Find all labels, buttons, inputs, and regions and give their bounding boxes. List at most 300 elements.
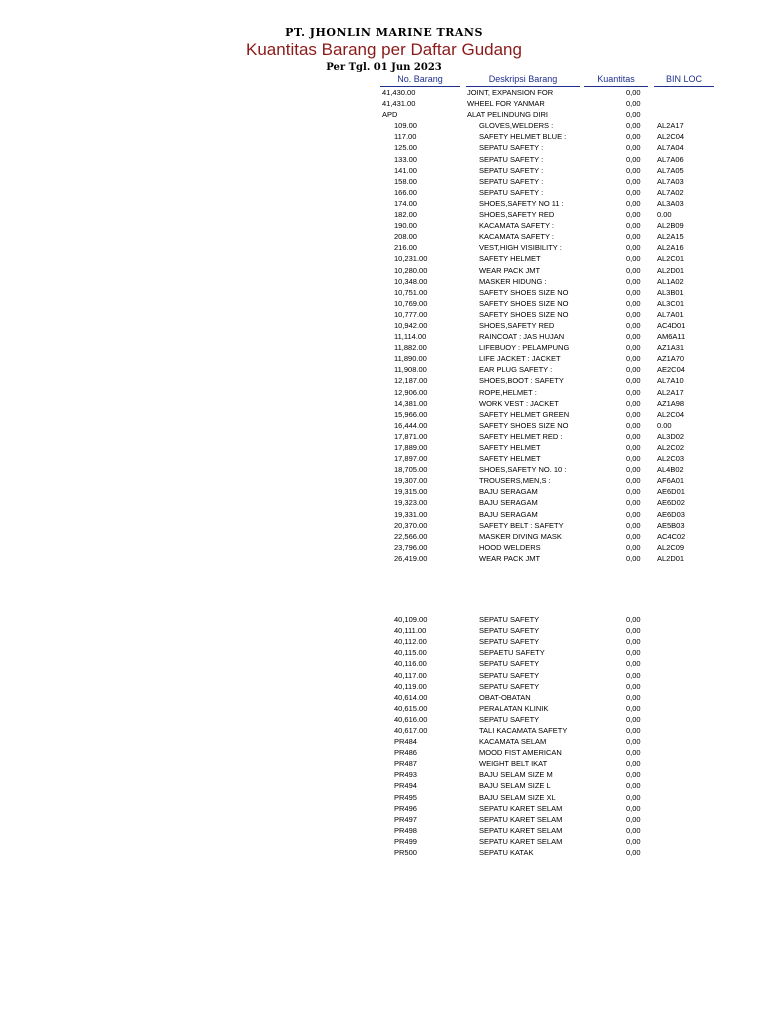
item-bin-location: AM6A11 (657, 332, 686, 342)
item-number: 125.00 (394, 143, 417, 153)
item-number: 10,348.00 (394, 276, 428, 286)
item-quantity: 0,00 (626, 670, 641, 680)
table-row (0, 803, 768, 814)
item-quantity: 0,00 (626, 681, 641, 691)
item-bin-location: AL2C04 (657, 409, 685, 419)
table-row (0, 747, 768, 758)
item-quantity: 0,00 (626, 176, 641, 186)
table-row (0, 836, 768, 847)
item-number: 10,751.00 (394, 287, 428, 297)
item-number: 10,777.00 (394, 309, 428, 319)
item-bin-location: AL3D02 (657, 431, 685, 441)
table-row (0, 647, 768, 658)
item-bin-location: AL2C02 (657, 443, 685, 452)
table-row (0, 220, 768, 231)
item-quantity: 0,00 (626, 343, 641, 353)
item-description: EAR PLUG SAFETY : (479, 365, 553, 375)
item-quantity: 0,00 (626, 648, 641, 658)
item-bin-location: AL7A10 (657, 376, 684, 386)
item-description: SHOES,SAFETY RED (479, 320, 555, 330)
item-quantity: 0,00 (626, 848, 641, 857)
item-bin-location: AE6D02 (657, 498, 685, 508)
table-row (0, 209, 768, 220)
item-number: 17,871.00 (394, 431, 428, 441)
table-row (0, 398, 768, 409)
table-row (0, 531, 768, 542)
table-row (0, 165, 768, 176)
item-description: SEPATU SAFETY : (479, 154, 544, 164)
item-quantity: 0,00 (626, 748, 641, 758)
item-quantity: 0,00 (626, 803, 641, 813)
item-number: 40,117.00 (394, 670, 427, 680)
item-bin-location: AL2B09 (657, 221, 684, 231)
item-quantity: 0,00 (626, 542, 641, 552)
item-description: ALAT PELINDUNG DIRI (467, 110, 548, 120)
table-row (0, 375, 768, 386)
item-quantity: 0,00 (626, 165, 641, 175)
table-row (0, 758, 768, 769)
item-quantity: 0,00 (626, 221, 641, 231)
item-number: PR486 (394, 748, 417, 758)
table-row (0, 242, 768, 253)
item-number: 216.00 (394, 243, 417, 253)
table-row (0, 847, 768, 858)
item-bin-location: AL2C01 (657, 254, 685, 264)
item-quantity: 0,00 (626, 265, 641, 275)
item-quantity: 0,00 (626, 714, 641, 724)
item-bin-location: AE6D03 (657, 509, 685, 519)
item-number: 109.00 (394, 121, 417, 131)
item-number: 11,890.00 (394, 354, 427, 364)
table-row (0, 681, 768, 692)
item-bin-location: AL7A04 (657, 143, 684, 153)
item-bin-location: 0.00 (657, 210, 672, 220)
item-quantity: 0,00 (626, 814, 641, 824)
item-number: 40,116.00 (394, 659, 427, 669)
item-description: SEPATU SAFETY : (479, 176, 544, 186)
item-description: SEPATU KARET SELAM (479, 836, 563, 846)
item-quantity: 0,00 (626, 154, 641, 164)
item-number: 133.00 (394, 154, 417, 164)
item-bin-location: AL2D01 (657, 553, 685, 563)
item-number: PR499 (394, 836, 417, 846)
table-row (0, 420, 768, 431)
table-row (0, 131, 768, 142)
table-row (0, 442, 768, 453)
item-description: BAJU SERAGAM (479, 487, 538, 497)
item-number: 10,769.00 (394, 298, 428, 308)
item-bin-location: AZ1A31 (657, 343, 685, 353)
item-description: TROUSERS,MEN,S : (479, 476, 551, 486)
item-description: WEAR PACK JMT (479, 553, 541, 563)
item-description: BAJU SELAM SIZE L (479, 781, 551, 791)
item-number: 40,614.00 (394, 692, 428, 702)
item-quantity: 0,00 (626, 703, 641, 713)
item-description: KACAMATA SELAM (479, 737, 547, 747)
item-bin-location: AF6A01 (657, 476, 685, 486)
table-row (0, 109, 768, 120)
item-quantity: 0,00 (626, 88, 641, 97)
item-quantity: 0,00 (626, 187, 641, 197)
table-row (0, 87, 768, 98)
item-description: SEPATU SAFETY (479, 670, 540, 680)
table-row (0, 154, 768, 165)
item-quantity: 0,00 (626, 354, 641, 364)
item-number: PR495 (394, 792, 417, 802)
item-quantity: 0,00 (626, 637, 641, 647)
item-description: SAFETY HELMET (479, 443, 541, 452)
item-description: SEPATU SAFETY (479, 615, 540, 625)
item-number: 17,897.00 (394, 454, 428, 464)
item-quantity: 0,00 (626, 232, 641, 242)
item-description: SAFETY SHOES SIZE NO (479, 298, 569, 308)
item-description: OBAT-OBATAN (479, 692, 531, 702)
item-number: 208.00 (394, 232, 417, 242)
item-description: SHOES,BOOT : SAFETY (479, 376, 564, 386)
item-number: 17,889.00 (394, 443, 428, 452)
item-quantity: 0,00 (626, 465, 641, 475)
item-quantity: 0,00 (626, 737, 641, 747)
item-description: SAFETY BELT : SAFETY (479, 520, 564, 530)
item-description: SAFETY HELMET (479, 454, 541, 464)
item-bin-location: AL3B01 (657, 287, 684, 297)
table-row (0, 509, 768, 520)
item-number: 11,114.00 (394, 332, 427, 342)
item-quantity: 0,00 (626, 498, 641, 508)
item-number: 18,705.00 (394, 465, 428, 475)
item-bin-location: 0.00 (657, 420, 672, 430)
item-quantity: 0,00 (626, 409, 641, 419)
item-quantity: 0,00 (626, 615, 641, 625)
item-description: SHOES,SAFETY RED (479, 210, 555, 220)
table-row (0, 98, 768, 109)
item-number: 174.00 (394, 198, 417, 208)
item-quantity: 0,00 (626, 243, 641, 253)
item-quantity: 0,00 (626, 725, 641, 735)
item-quantity: 0,00 (626, 454, 641, 464)
item-description: SEPATU SAFETY (479, 659, 540, 669)
table-row (0, 142, 768, 153)
item-bin-location: AL2A17 (657, 387, 684, 397)
item-description: SAFETY HELMET (479, 254, 541, 264)
item-description: SHOES,SAFETY NO. 10 : (479, 465, 567, 475)
table-row (0, 342, 768, 353)
item-quantity: 0,00 (626, 792, 641, 802)
item-quantity: 0,00 (626, 254, 641, 264)
table-row (0, 120, 768, 131)
item-number: 182.00 (394, 210, 417, 220)
item-number: 141.00 (394, 165, 417, 175)
item-description: KACAMATA SAFETY : (479, 221, 555, 231)
item-bin-location: AL3A03 (657, 198, 684, 208)
item-bin-location: AZ1A98 (657, 398, 685, 408)
table-row (0, 265, 768, 276)
table-row (0, 658, 768, 669)
item-description: SEPATU SAFETY (479, 681, 540, 691)
item-quantity: 0,00 (626, 431, 641, 441)
item-description: SEPAETU SAFETY (479, 648, 545, 658)
item-number: 11,882.00 (394, 343, 427, 353)
column-header-bin: BIN LOC (654, 74, 714, 87)
item-description: TALI KACAMATA SAFETY (479, 725, 568, 735)
item-quantity: 0,00 (626, 476, 641, 486)
item-bin-location: AE2C04 (657, 365, 685, 375)
item-quantity: 0,00 (626, 509, 641, 519)
item-number: PR498 (394, 825, 417, 835)
item-description: JOINT, EXPANSION FOR (467, 88, 554, 97)
report-date: Per Tgl. 01 Jun 2023 (326, 62, 442, 73)
item-description: HOOD WELDERS (479, 542, 541, 552)
item-bin-location: AL1A02 (657, 276, 684, 286)
item-number: 15,966.00 (394, 409, 428, 419)
table-row (0, 231, 768, 242)
table-row (0, 431, 768, 442)
section-gap (0, 564, 768, 614)
item-number: 41,430.00 (382, 88, 416, 97)
item-quantity: 0,00 (626, 836, 641, 846)
item-number: 22,566.00 (394, 531, 428, 541)
inventory-table (0, 87, 768, 858)
table-row (0, 542, 768, 553)
item-quantity: 0,00 (626, 387, 641, 397)
item-number: 19,307.00 (394, 476, 428, 486)
item-description: BAJU SERAGAM (479, 509, 538, 519)
item-description: BAJU SERAGAM (479, 498, 538, 508)
item-description: SAFETY HELMET GREEN (479, 409, 570, 419)
item-quantity: 0,00 (626, 365, 641, 375)
item-bin-location: AL7A01 (657, 309, 684, 319)
table-row (0, 364, 768, 375)
item-number: 166.00 (394, 187, 417, 197)
table-row (0, 309, 768, 320)
item-quantity: 0,00 (626, 198, 641, 208)
item-description: ROPE,HELMET : (479, 387, 537, 397)
item-bin-location: AL2A17 (657, 121, 684, 131)
table-row (0, 486, 768, 497)
item-number: 10,942.00 (394, 320, 428, 330)
item-number: 11,908.00 (394, 365, 427, 375)
item-bin-location: AC4C02 (657, 531, 686, 541)
item-description: BAJU SELAM SIZE M (479, 770, 553, 780)
table-row (0, 475, 768, 486)
item-description: SHOES,SAFETY NO 11 : (479, 198, 564, 208)
item-bin-location: AE6D01 (657, 487, 685, 497)
item-bin-location: AL7A06 (657, 154, 684, 164)
item-quantity: 0,00 (626, 781, 641, 791)
item-description: SAFETY SHOES SIZE NO (479, 287, 569, 297)
table-row (0, 670, 768, 681)
table-row (0, 353, 768, 364)
item-description: SEPATU KATAK (479, 848, 534, 857)
table-row (0, 187, 768, 198)
item-number: 19,323.00 (394, 498, 428, 508)
table-row (0, 736, 768, 747)
item-quantity: 0,00 (626, 320, 641, 330)
item-bin-location: AL2C03 (657, 454, 685, 464)
table-row (0, 703, 768, 714)
item-quantity: 0,00 (626, 626, 641, 636)
item-description: SAFETY HELMET BLUE : (479, 132, 567, 142)
item-quantity: 0,00 (626, 276, 641, 286)
item-description: SEPATU SAFETY : (479, 143, 544, 153)
report-title: Kuantitas Barang per Daftar Gudang (246, 40, 522, 59)
item-quantity: 0,00 (626, 332, 641, 342)
item-quantity: 0,00 (626, 210, 641, 220)
item-description: SEPATU SAFETY (479, 637, 540, 647)
item-description: SEPATU SAFETY : (479, 187, 544, 197)
item-number: PR494 (394, 781, 417, 791)
item-bin-location: AL2C09 (657, 542, 685, 552)
item-quantity: 0,00 (626, 759, 641, 769)
item-description: WEIGHT BELT IKAT (479, 759, 548, 769)
item-quantity: 0,00 (626, 99, 641, 109)
item-number: PR484 (394, 737, 417, 747)
item-number: 40,109.00 (394, 615, 428, 625)
item-description: LIFE JACKET : JACKET (479, 354, 561, 364)
item-description: MASKER DIVING MASK (479, 531, 562, 541)
item-number: 16,444.00 (394, 420, 428, 430)
table-row (0, 409, 768, 420)
item-quantity: 0,00 (626, 121, 641, 131)
item-description: SEPATU SAFETY (479, 714, 540, 724)
item-description: KACAMATA SAFETY : (479, 232, 555, 242)
table-row (0, 497, 768, 508)
item-bin-location: AL7A03 (657, 176, 684, 186)
item-number: 12,187.00 (394, 376, 428, 386)
table-row (0, 520, 768, 531)
table-row (0, 614, 768, 625)
table-row (0, 320, 768, 331)
item-number: PR496 (394, 803, 417, 813)
item-number: 40,617.00 (394, 725, 428, 735)
item-number: 40,616.00 (394, 714, 428, 724)
item-number: 40,115.00 (394, 648, 427, 658)
item-description: SAFETY HELMET RED : (479, 431, 563, 441)
item-quantity: 0,00 (626, 531, 641, 541)
item-quantity: 0,00 (626, 770, 641, 780)
item-description: SEPATU KARET SELAM (479, 803, 563, 813)
item-quantity: 0,00 (626, 443, 641, 452)
item-number: PR497 (394, 814, 417, 824)
item-number: PR500 (394, 848, 417, 857)
item-bin-location: AL2A15 (657, 232, 684, 242)
table-row (0, 636, 768, 647)
item-number: 10,231.00 (394, 254, 428, 264)
item-bin-location: AL7A05 (657, 165, 684, 175)
item-number: 40,615.00 (394, 703, 428, 713)
item-bin-location: AL2D01 (657, 265, 685, 275)
table-row (0, 287, 768, 298)
table-row (0, 792, 768, 803)
item-number: PR493 (394, 770, 417, 780)
item-number: 23,796.00 (394, 542, 428, 552)
item-description: GLOVES,WELDERS : (479, 121, 554, 131)
item-description: SAFETY SHOES SIZE NO (479, 309, 569, 319)
item-quantity: 0,00 (626, 487, 641, 497)
item-description: SEPATU SAFETY (479, 626, 540, 636)
table-row (0, 453, 768, 464)
item-description: WORK VEST : JACKET (479, 398, 559, 408)
item-description: RAINCOAT : JAS HUJAN (479, 332, 565, 342)
item-description: SEPATU KARET SELAM (479, 825, 563, 835)
item-bin-location: AL2C04 (657, 132, 685, 142)
table-row (0, 276, 768, 287)
item-bin-location: AL2A16 (657, 243, 684, 253)
table-row (0, 553, 768, 564)
company-name: PT. JHONLIN MARINE TRANS (285, 26, 483, 39)
table-row (0, 331, 768, 342)
item-number: 40,111.00 (394, 626, 427, 636)
item-number: 10,280.00 (394, 265, 428, 275)
table-row (0, 253, 768, 264)
item-bin-location: AC4D01 (657, 320, 686, 330)
table-row (0, 714, 768, 725)
item-number: 40,119.00 (394, 681, 427, 691)
table-row (0, 464, 768, 475)
item-bin-location: AZ1A70 (657, 354, 685, 364)
item-description: VEST,HIGH VISIBILITY : (479, 243, 562, 253)
item-quantity: 0,00 (626, 520, 641, 530)
item-bin-location: AL4B02 (657, 465, 684, 475)
item-quantity: 0,00 (626, 398, 641, 408)
column-header-no: No. Barang (380, 74, 460, 87)
item-quantity: 0,00 (626, 287, 641, 297)
table-row (0, 769, 768, 780)
table-row (0, 298, 768, 309)
table-row (0, 387, 768, 398)
item-bin-location: AL7A02 (657, 187, 684, 197)
item-description: MOOD FIST AMERICAN (479, 748, 562, 758)
item-number: 19,315.00 (394, 487, 428, 497)
item-quantity: 0,00 (626, 110, 641, 120)
column-header-qty: Kuantitas (584, 74, 648, 87)
item-quantity: 0,00 (626, 825, 641, 835)
item-number: APD (382, 110, 398, 120)
table-row (0, 780, 768, 791)
item-number: 20,370.00 (394, 520, 428, 530)
item-description: SAFETY SHOES SIZE NO (479, 420, 569, 430)
table-row (0, 625, 768, 636)
item-bin-location: AE5B03 (657, 520, 685, 530)
item-quantity: 0,00 (626, 376, 641, 386)
item-number: 190.00 (394, 221, 417, 231)
item-description: BAJU SELAM SIZE XL (479, 792, 556, 802)
table-row (0, 814, 768, 825)
item-quantity: 0,00 (626, 132, 641, 142)
table-row (0, 725, 768, 736)
item-quantity: 0,00 (626, 692, 641, 702)
item-description: MASKER HIDUNG : (479, 276, 547, 286)
item-number: 40,112.00 (394, 637, 427, 647)
item-number: 41,431.00 (382, 99, 416, 109)
item-number: 14,381.00 (394, 398, 428, 408)
item-quantity: 0,00 (626, 298, 641, 308)
item-quantity: 0,00 (626, 659, 641, 669)
item-quantity: 0,00 (626, 553, 641, 563)
item-description: LIFEBUOY : PELAMPUNG (479, 343, 570, 353)
item-bin-location: AL3C01 (657, 298, 685, 308)
item-quantity: 0,00 (626, 420, 641, 430)
table-row (0, 692, 768, 703)
item-description: SEPATU KARET SELAM (479, 814, 563, 824)
item-description: WHEEL FOR YANMAR (467, 99, 545, 109)
item-description: SEPATU SAFETY : (479, 165, 544, 175)
item-number: 158.00 (394, 176, 417, 186)
item-description: WEAR PACK JMT (479, 265, 541, 275)
table-row (0, 176, 768, 187)
table-row (0, 825, 768, 836)
item-number: 12,906.00 (394, 387, 428, 397)
